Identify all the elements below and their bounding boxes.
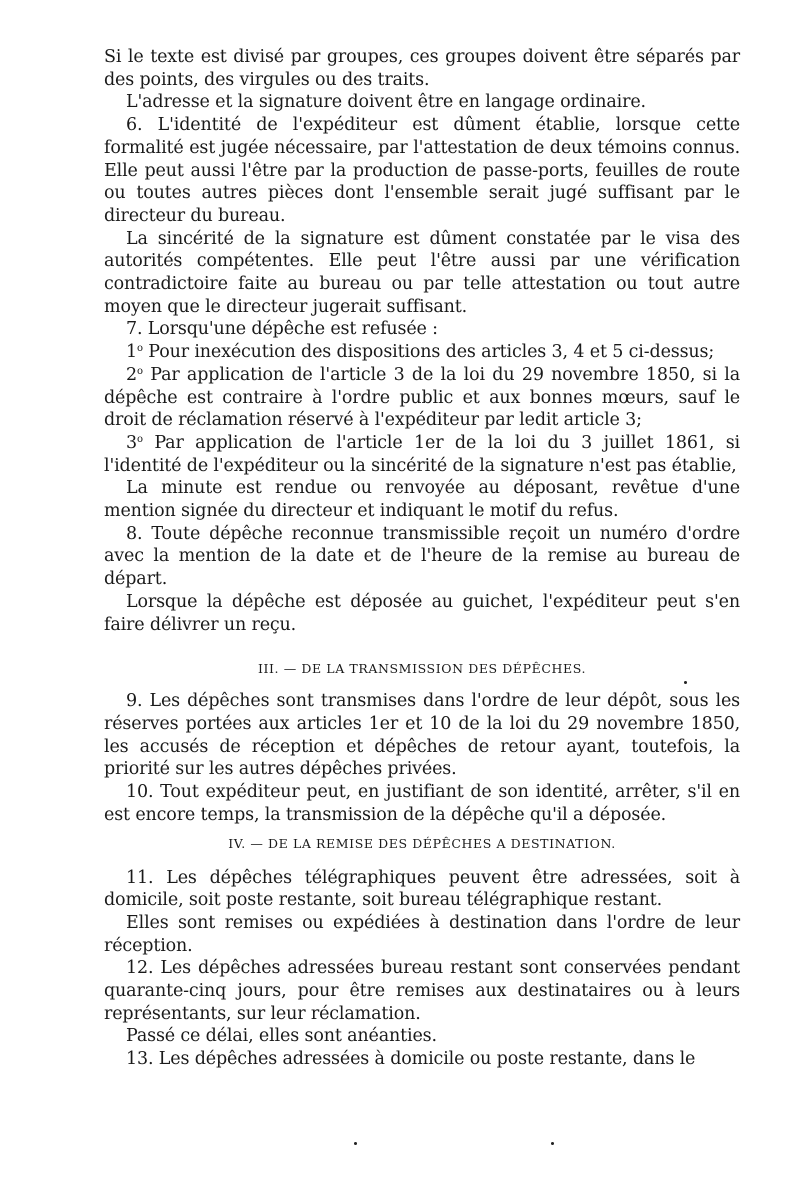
ink-speck xyxy=(354,1142,357,1145)
section-heading-delivery: IV. — DE LA REMISE DES DÉPÊCHES A DESTINATION. xyxy=(228,835,616,851)
ink-speck xyxy=(684,681,687,684)
paragraph-article-7-item-2 xyxy=(104,364,740,432)
paragraph-article-7-minute: La minute est rendue ou renvoyée au déposant, revêtue d'une mention signée du directeur et indiquant le motif du refus. xyxy=(104,478,740,522)
paragraph-article-7-item-1 xyxy=(104,341,740,364)
paragraph-article-12: 12. Les dépêches adressées bureau restant sont conservées pendant quarante-cinq jours, pour être remises aux destinataires ou à leurs représentants, sur leur réclamation. xyxy=(104,958,740,1024)
paragraph-article-11: 11. Les dépêches télégraphiques peuvent être adressées, soit à domicile, soit poste restante, soit bureau télégraphique restant. xyxy=(104,867,740,911)
paragraph-article-8-receipt: Lorsque la dépêche est déposée au guichet, l'expéditeur peut s'en faire délivrer un reçu. xyxy=(104,591,740,635)
paragraph-article-7: 7. Lorsqu'une dépêche est refusée : xyxy=(126,319,438,340)
item-number: 2 xyxy=(126,364,137,385)
paragraph-intro-address: L'adresse et la signature doivent être en langage ordinaire. xyxy=(126,92,646,113)
paragraph-article-10: 10. Tout expéditeur peut, en justifiant de son identité, arrêter, s'il en est encore temps, la transmission de la dépêche qu'il a déposée. xyxy=(104,782,740,825)
item-text: Pour inexécution des dispositions des articles 3, 4 et 5 ci-dessus; xyxy=(142,342,715,363)
ordinal-mark: o xyxy=(136,365,143,377)
ink-speck xyxy=(551,1142,554,1145)
paragraph-article-6-signature: La sincérité de la signature est dûment constatée par le visa des autorités compétentes. Elle peut l'être aussi par une vérification contradictoire faite au bureau ou par telle attestation ou tout autre moyen que le directeur jugerait suffisant. xyxy=(104,228,740,317)
ordinal-mark: o xyxy=(136,343,143,355)
paragraph-article-12-delay: Passé ce délai, elles sont anéanties. xyxy=(126,1026,437,1047)
paragraph-article-9: 9. Les dépêches sont transmises dans l'ordre de leur dépôt, sous les réserves portées aux articles 1er et 10 de la loi du 29 novembre 1850, les accusés de réception et dépêches de retour ayant, toutefois, la priorité sur les autres dépêches privées. xyxy=(104,691,740,780)
item-text: Par application de l'article 1er de la loi du 3 juillet 1861, si l'identité de l'expéditeur ou la sincérité de la signature n'est pas établie, xyxy=(104,432,740,476)
ordinal-mark: o xyxy=(136,433,143,445)
item-text: Par application de l'article 3 de la loi du 29 novembre 1850, si la dépêche est contraire à l'ordre public et aux bonnes mœurs, sauf le droit de réclamation réservé à l'expéditeur par ledit article 3; xyxy=(104,364,740,431)
paragraph-article-13: 13. Les dépêches adressées à domicile ou poste restante, dans le xyxy=(126,1049,696,1070)
text-column xyxy=(104,46,740,1071)
item-number: 1 xyxy=(126,342,137,363)
paragraph-article-7-item-3 xyxy=(104,432,740,477)
section-heading-transmission: III. — DE LA TRANSMISSION DES DÉPÊCHES. xyxy=(257,661,587,677)
paragraph-article-6: 6. L'identité de l'expéditeur est dûment établie, lorsque cette formalité est jugée nécessaire, par l'attestation de deux témoins connus. Elle peut aussi l'être par la production de passe-ports, feuilles de route ou toutes autres pièces dont l'ensemble serait jugé suffisant par le directeur du bureau. xyxy=(104,115,740,226)
paragraph-article-8: 8. Toute dépêche reconnue transmissible reçoit un numéro d'ordre avec la mention de la date et de l'heure de la remise au bureau de départ. xyxy=(104,523,740,590)
item-number: 3 xyxy=(126,432,137,453)
paragraph-intro-groups: Si le texte est divisé par groupes, ces groupes doivent être séparés par des points, des virgules ou des traits. xyxy=(104,47,740,90)
paragraph-article-11-order: Elles sont remises ou expédiées à destination dans l'ordre de leur réception. xyxy=(104,912,740,956)
